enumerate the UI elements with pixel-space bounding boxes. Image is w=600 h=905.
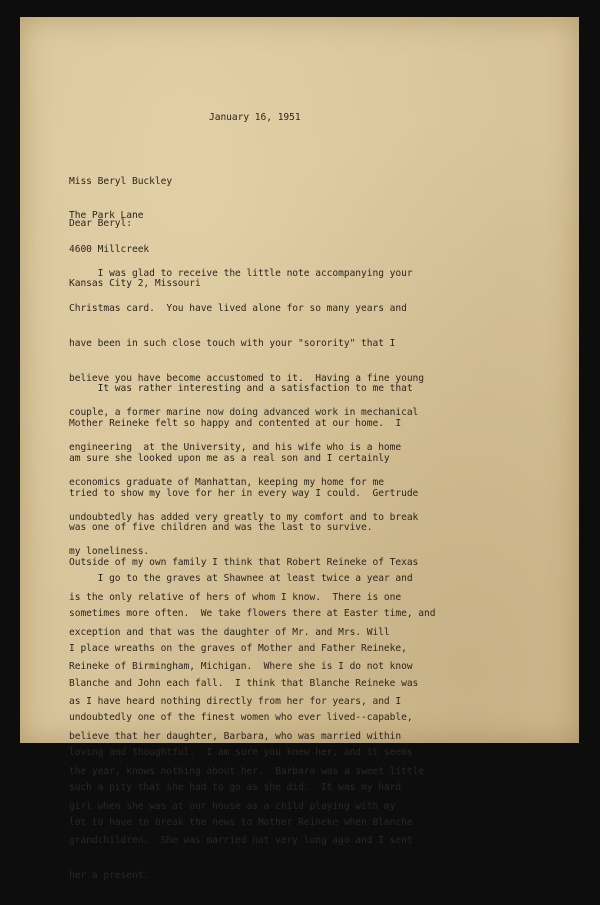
salutation: Dear Beryl: [69,218,132,229]
address-line: Kansas City 2, Missouri [69,278,201,290]
text-line: lot to have to break the news to Mother Reineke when Blanche [69,816,413,828]
letter-date: January 16, 1951 [209,112,301,123]
text-line: I go to the graves at Shawnee at least twice a year and [69,573,413,585]
text-line: engineering at the University, and his wife who is a home [69,442,402,454]
text-line: the year, knows nothing about her. Barbara was a sweet little [69,765,425,777]
text-line: such a pity that she had to go as she did. It was my hard [69,781,402,793]
text-line: loving and thoughtful. I am sure you knew her, and it seems [69,747,413,759]
text-line: Reineke of Birmingham, Michigan. Where she is I do not know [69,661,413,673]
address-line: The Park Lane [69,210,144,222]
text-line: couple, a former marine now doing advanced work in mechanical [69,407,419,419]
text-line: undoubtedly has added very greatly to my comfort and to break [69,511,419,523]
text-line: my loneliness. [69,546,150,558]
text-line: am sure she looked upon me as a real son and I certainly [69,452,390,464]
address-line: Miss Beryl Buckley [69,175,173,187]
text-line: Mother Reineke felt so happy and contented at our home. I [69,417,402,429]
text-line: grandchildren. She was married not very long ago and I sent [69,835,413,847]
text-line: Christmas card. You have lived alone for so many years and [69,302,407,314]
address-line: 4600 Millcreek [69,244,150,256]
text-line: economics graduate of Manhattan, keeping my home for me [69,476,384,488]
text-line: her a present. [69,870,150,882]
text-line: It was rather interesting and a satisfaction to me that [69,383,413,395]
text-line: is the only relative of hers of whom I know. There is one [69,591,402,603]
text-line: tried to show my love for her in every way I could. Gertrude [69,487,419,499]
text-line: as I have heard nothing directly from her for years, and I [69,696,402,708]
text-line: was one of five children and was the last to survive. [69,522,373,534]
text-line: have been in such close touch with your "sorority" that I [69,337,396,349]
text-line: Outside of my own family I think that Robert Reineke of Texas [69,557,419,569]
text-line: I was glad to receive the little note accompanying your [69,268,413,280]
text-line: sometimes more often. We take flowers there at Easter time, and [69,607,436,619]
text-line: girl when she was at our house as a child playing with my [69,800,396,812]
text-line: Blanche and John each fall. I think that Blanche Reineke was [69,677,419,689]
text-line: exception and that was the daughter of Mr. and Mrs. Will [69,626,390,638]
text-line: believe that her daughter, Barbara, who was married within [69,731,402,742]
text-line: I place wreaths on the graves of Mother and Father Reineke, [69,642,407,654]
paragraph-3 [69,550,435,851]
text-line: undoubtedly one of the finest women who ever lived--capable, [69,712,413,724]
text-line: believe you have become accustomed to it. Having a fine young [69,372,425,384]
